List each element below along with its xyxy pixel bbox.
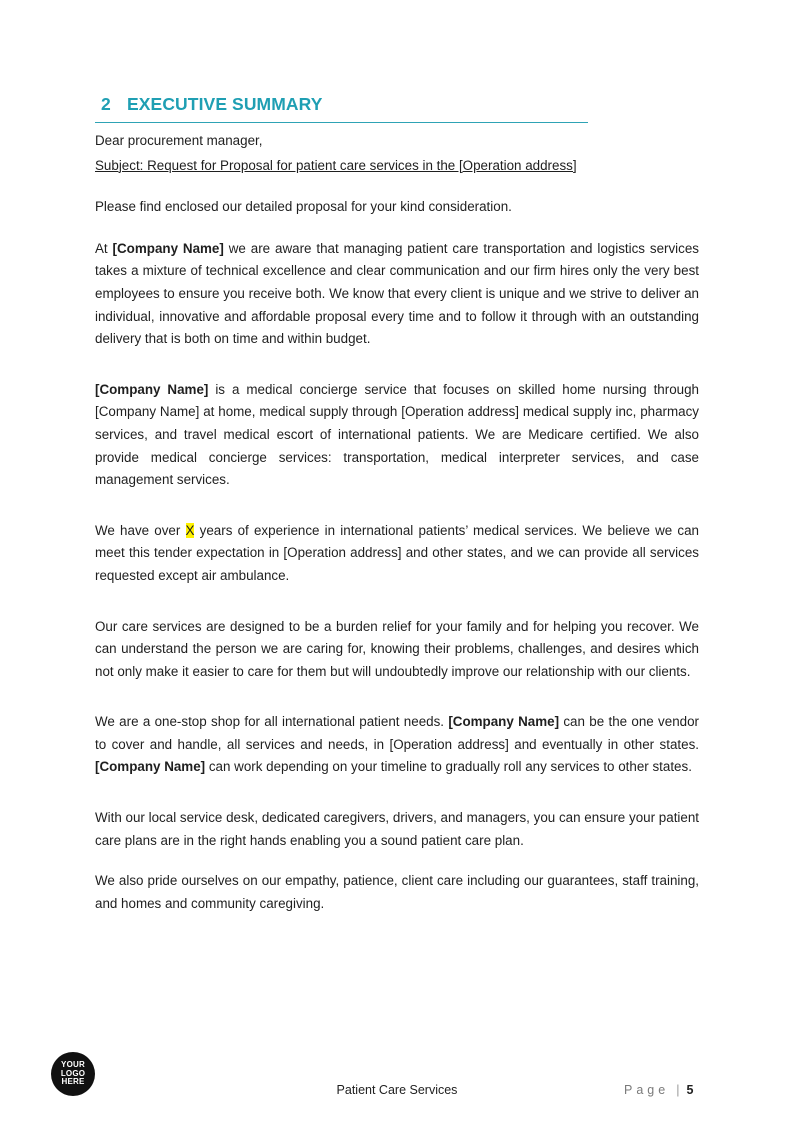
- paragraph-company-overview: [95, 238, 699, 351]
- page-separator: |: [676, 1083, 680, 1097]
- paragraph-empathy: We also pride ourselves on our empathy, patience, client care including our guarantees, staff training, and homes and community caregiving.: [95, 873, 699, 911]
- paragraph-experience: [95, 520, 699, 588]
- logo-text-line: HERE: [61, 1077, 85, 1087]
- company-name-placeholder: [Company Name]: [95, 381, 209, 397]
- section-number: 2: [101, 94, 111, 114]
- salutation: Dear procurement manager,: [95, 133, 263, 148]
- page-number: 5: [686, 1083, 694, 1097]
- paragraph-care-services: Our care services are designed to be a burden relief for your family and for helping you recover. We can understand the person we are caring for, knowing their problems, challenges, and desires which not only make it easier to care for them but will undoubtedly improve our relationship with our clients.: [95, 618, 699, 679]
- paragraph-services: [95, 379, 699, 492]
- footer-page-number: [624, 1083, 693, 1097]
- paragraph-text: can be the one vendor to cover and handle, all services and needs, in [Operation address] and eventually in other states.: [95, 714, 699, 752]
- company-name-placeholder: [Company Name]: [112, 240, 224, 256]
- page-label: Page: [624, 1083, 670, 1097]
- paragraph-text: can work depending on your timeline to gradually roll any services to other states.: [205, 759, 692, 775]
- company-name-placeholder: [Company Name]: [448, 714, 560, 730]
- footer-title: Patient Care Services: [336, 1083, 458, 1097]
- years-placeholder: X: [185, 522, 195, 538]
- paragraph-text: years of experience in international patients’ medical services. We believe we can meet this tender expectation in [Operation address] and other states, and we can provide all services requested except air ambulance.: [95, 522, 699, 583]
- paragraph-text: We are a one-stop shop for all international patient needs.: [95, 714, 449, 730]
- paragraph-text: is a medical concierge service that focuses on skilled home nursing through [Company Name] at home, medical supply through [Operation address] medical supply inc, pharmacy services, and travel medical escort of international patients. We are Medicare certified. We also provide medical concierge services: transportation, medical interpreter services, and case management services.: [95, 381, 699, 488]
- document-body: [95, 130, 699, 943]
- section-heading: [95, 94, 588, 123]
- logo-text-line: YOUR: [61, 1060, 85, 1070]
- paragraph-text: we are aware that managing patient care transportation and logistics services takes a mixture of technical excellence and clear communication and our firm hires only the very best employees to ensure you receive both. We know that every client is unique and we strive to deliver an individual, innovative and affordable proposal every time and to follow it through with an outstanding delivery that is both on time and within budget.: [95, 240, 699, 347]
- logo-text-line: LOGO: [60, 1068, 86, 1078]
- subject-line: Subject: Request for Proposal for patient care services in the [Operation address]: [95, 157, 577, 173]
- intro-paragraph: Please find enclosed our detailed proposal for your kind consideration.: [95, 199, 512, 215]
- paragraph-one-stop-shop: [95, 711, 699, 779]
- paragraph-service-desk: With our local service desk, dedicated caregivers, drivers, and managers, you can ensure your patient care plans are in the right hands enabling you a sound patient care plan.: [95, 810, 699, 848]
- paragraph-text: We have over: [95, 522, 186, 538]
- section-title: EXECUTIVE SUMMARY: [127, 94, 323, 114]
- company-name-placeholder: [Company Name]: [95, 759, 206, 775]
- paragraph-text: At: [95, 240, 113, 256]
